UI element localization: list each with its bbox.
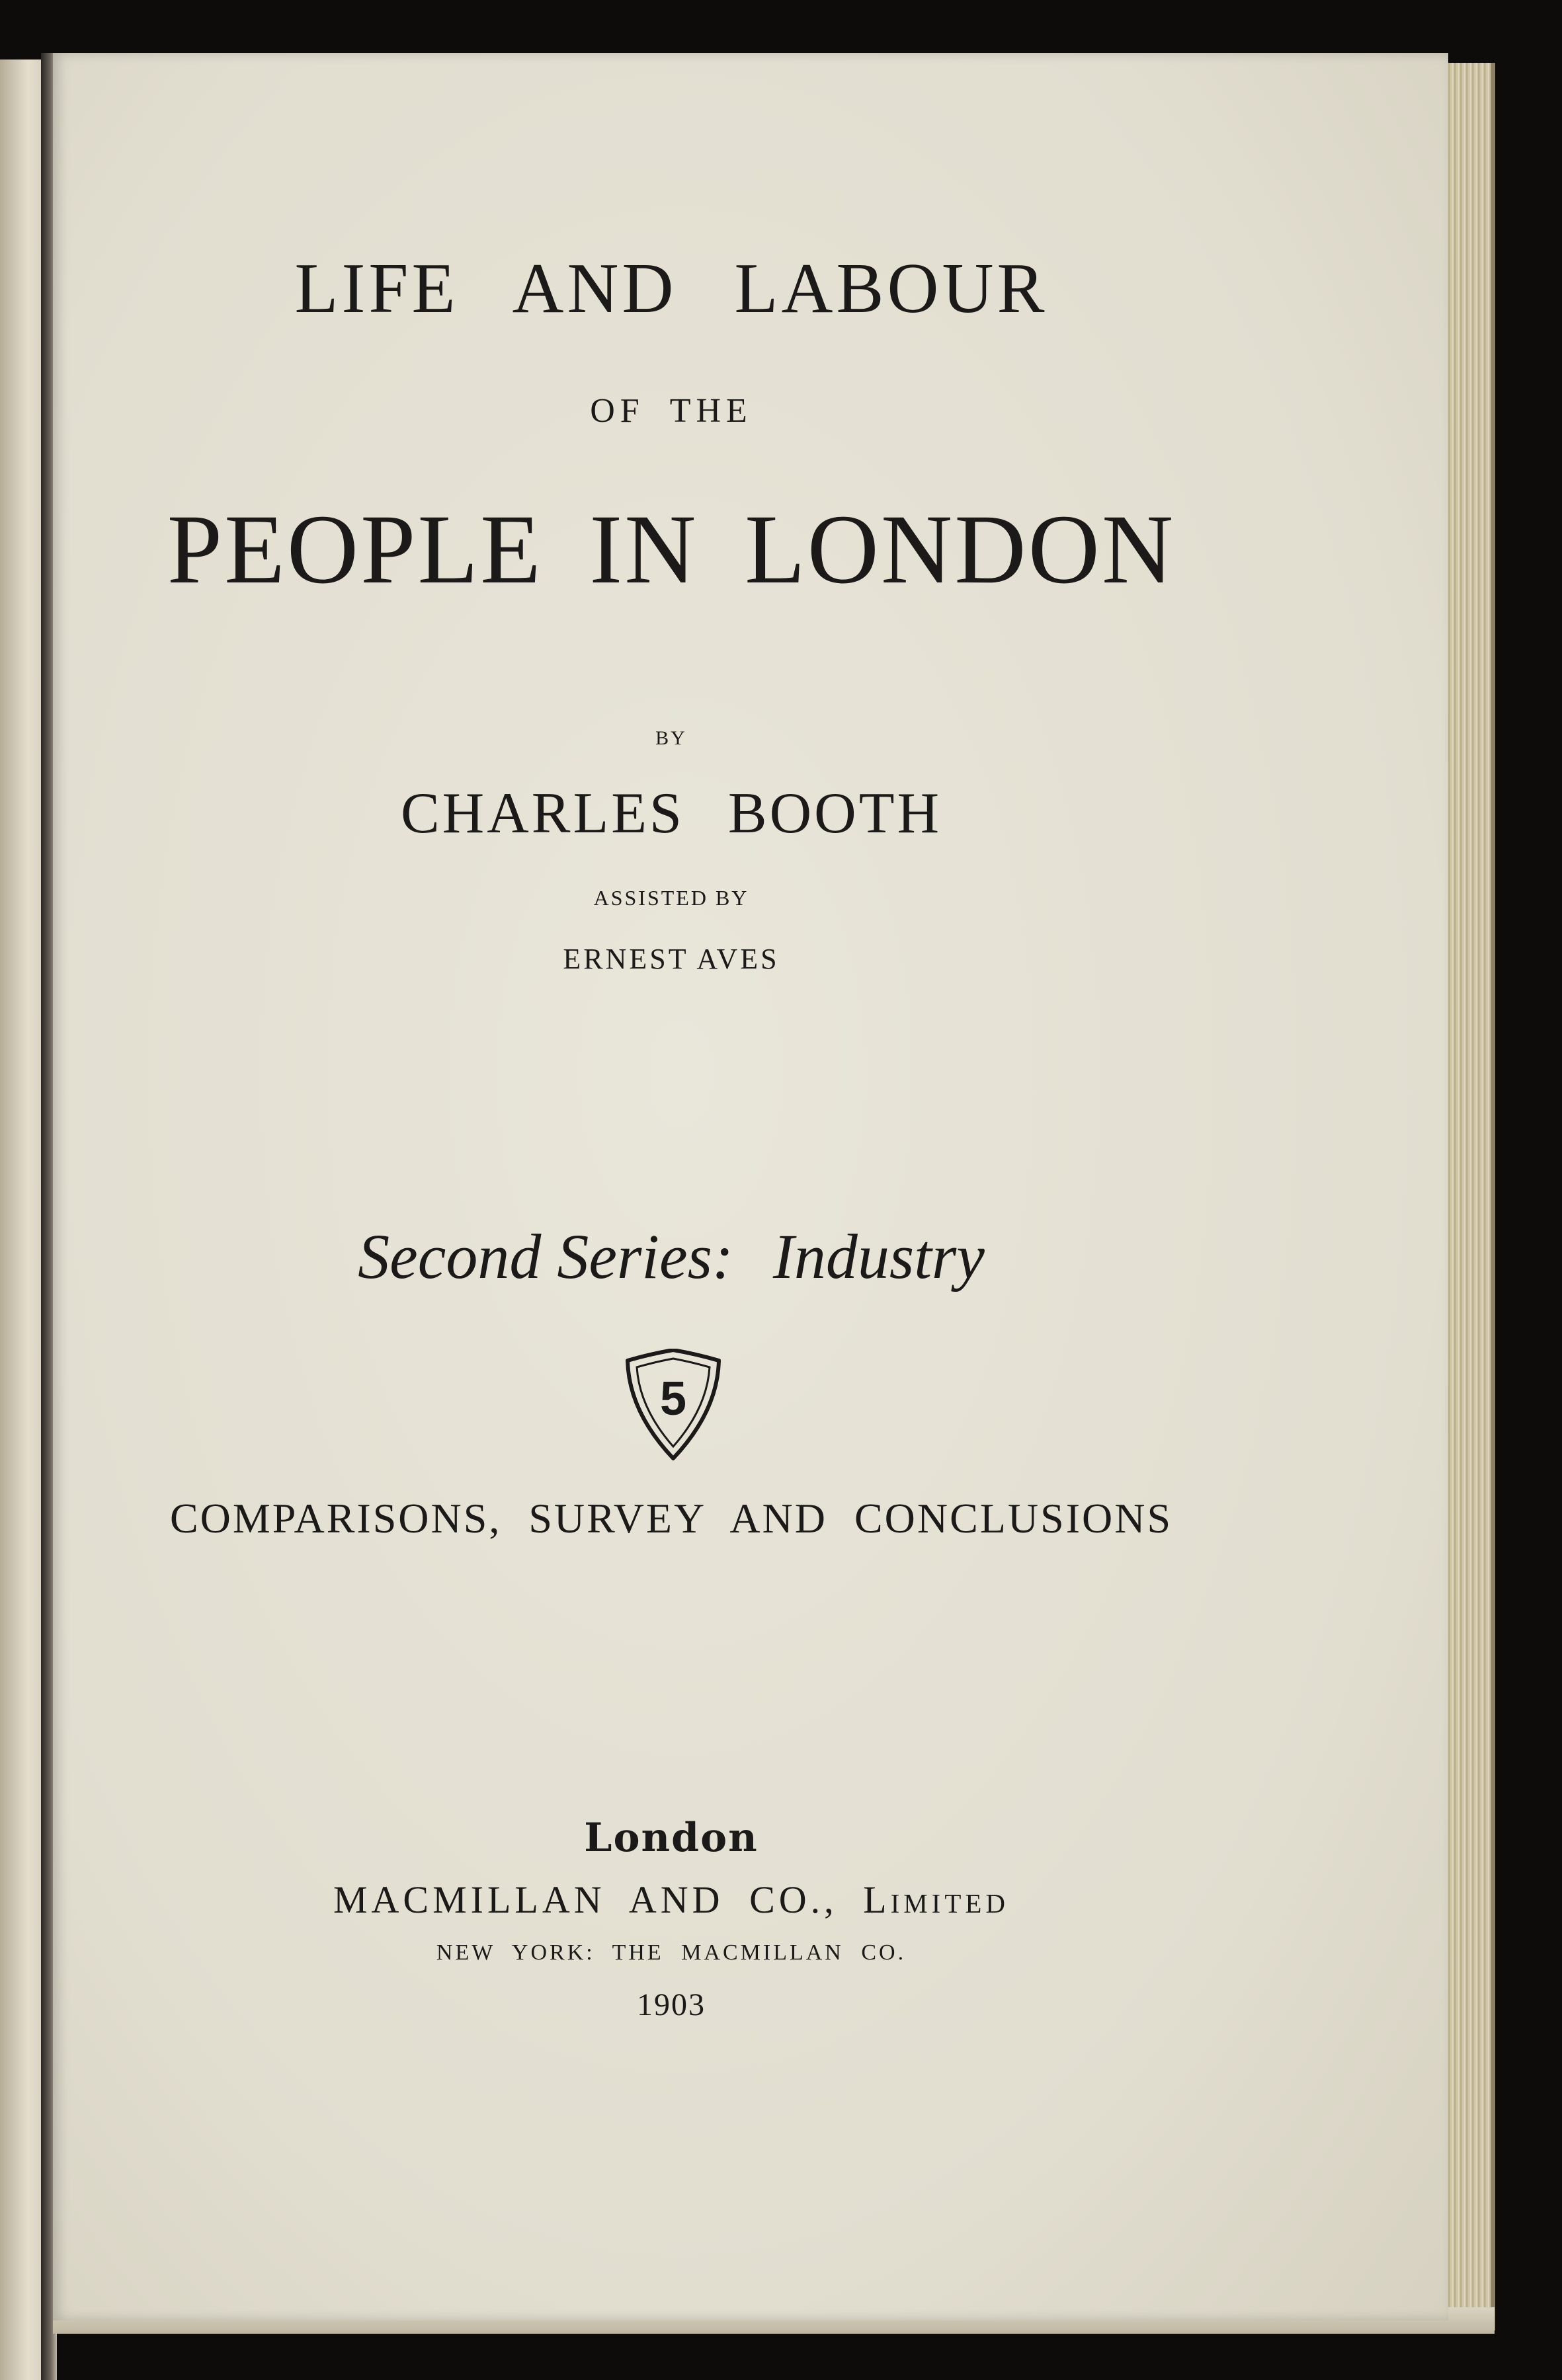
page-edges xyxy=(1445,63,1495,2330)
imprint-cities: NEW YORK: THE MACMILLAN CO. xyxy=(436,1940,907,1965)
imprint-year: 1903 xyxy=(637,1987,706,2022)
assisted-by-label: ASSISTED BY xyxy=(593,886,749,910)
imprint-place: London xyxy=(584,1815,759,1861)
series-line xyxy=(53,1220,1290,1293)
volume-shield-icon xyxy=(624,1349,723,1461)
assistant-name: ERNEST AVES xyxy=(563,943,780,975)
title-line-1: LIFE AND LABOUR xyxy=(294,249,1048,328)
publisher-suffix: Limited xyxy=(863,1878,1010,1921)
volume-subtitle: COMPARISONS, SURVEY AND CONCLUSIONS xyxy=(169,1495,1173,1542)
title-line-3: PEOPLE IN LONDON xyxy=(167,495,1176,604)
publisher-name: MACMILLAN AND CO., xyxy=(333,1878,838,1921)
series-label: Second Series: xyxy=(358,1221,733,1292)
volume-number: 5 xyxy=(659,1372,687,1425)
title-line-2: OF THE xyxy=(590,392,753,430)
by-label: BY xyxy=(655,727,687,749)
imprint-publisher xyxy=(53,1878,1290,1922)
author-name: CHARLES BOOTH xyxy=(400,781,942,846)
series-name: Industry xyxy=(772,1221,985,1292)
